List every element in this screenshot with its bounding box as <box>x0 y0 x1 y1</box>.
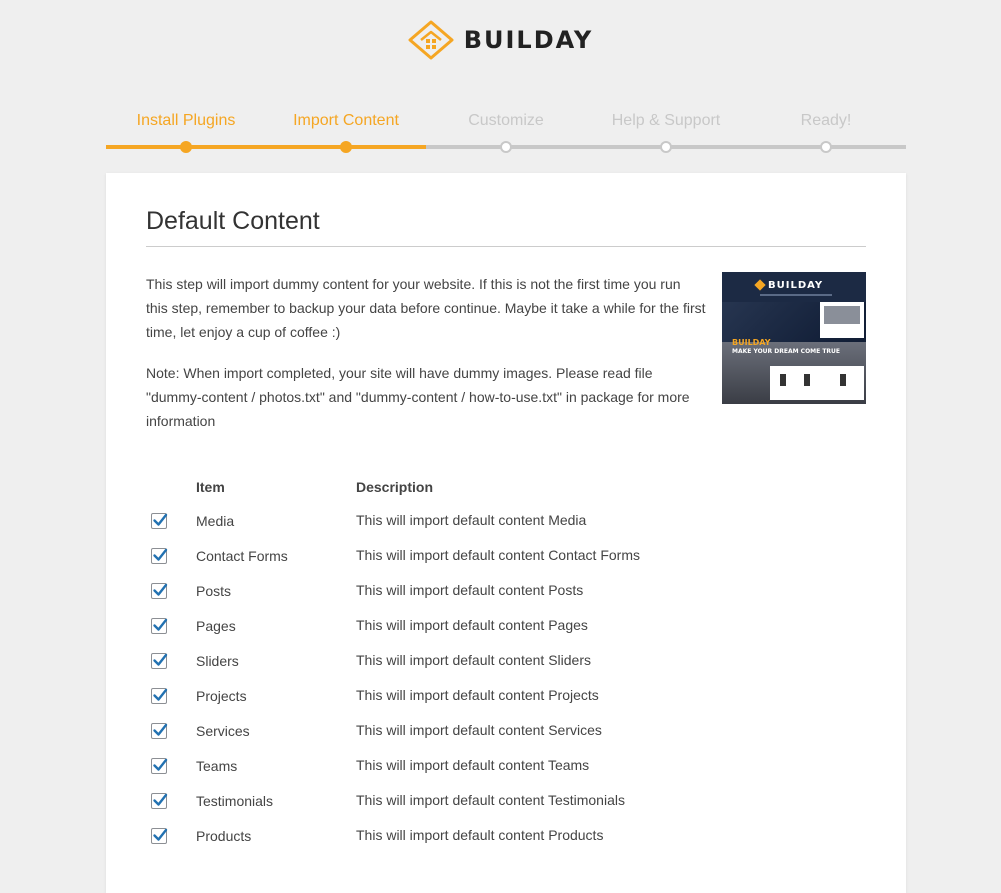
import-checkbox[interactable] <box>151 653 167 669</box>
step-install-plugins[interactable]: Install Plugins <box>136 112 236 129</box>
item-name: Posts <box>196 583 232 599</box>
preview-card-photo <box>820 302 864 338</box>
item-name: Teams <box>196 758 238 774</box>
step-dot-help-support <box>660 141 672 153</box>
step-dot-customize <box>500 141 512 153</box>
preview-brand: BUILDAY <box>768 280 824 291</box>
brand-logo <box>0 20 1001 60</box>
table-row <box>146 507 866 542</box>
preview-card-project <box>822 366 864 400</box>
table-row <box>146 612 866 647</box>
item-description: This will import default content Sliders <box>356 652 591 668</box>
import-checkbox[interactable] <box>151 828 167 844</box>
item-description: This will import default content Media <box>356 512 587 528</box>
intro-text: This step will import dummy content for your website. If this is not the first time you run this step, remember to backup your data before continue. Maybe it take a while for the first time, let enjoy a cup of coffee :) <box>146 276 706 340</box>
item-description: This will import default content Projects <box>356 687 599 703</box>
checkmark-icon <box>151 581 169 599</box>
table-row <box>146 647 866 682</box>
progress-fill <box>106 145 426 149</box>
item-name: Contact Forms <box>196 548 288 564</box>
table-row <box>146 787 866 822</box>
item-description: This will import default content Contact Forms <box>356 547 640 563</box>
item-description: This will import default content Testimonials <box>356 792 625 808</box>
content-card <box>106 173 906 893</box>
import-checkbox[interactable] <box>151 548 167 564</box>
checkmark-icon <box>151 721 169 739</box>
table-row <box>146 717 866 752</box>
checkmark-icon <box>151 616 169 634</box>
table-row <box>146 822 866 857</box>
import-checkbox[interactable] <box>151 688 167 704</box>
import-checkbox[interactable] <box>151 618 167 634</box>
step-help-support[interactable]: Help & Support <box>611 112 721 129</box>
item-description: This will import default content Posts <box>356 582 584 598</box>
step-dot-import-content <box>340 141 352 153</box>
import-checkbox[interactable] <box>151 758 167 774</box>
import-checkbox[interactable] <box>151 583 167 599</box>
title-divider <box>146 246 866 247</box>
step-dot-ready <box>820 141 832 153</box>
item-description: This will import default content Products <box>356 827 604 843</box>
table-row <box>146 752 866 787</box>
column-header-item: Item <box>196 479 225 495</box>
checkmark-icon <box>151 686 169 704</box>
preview-headline-yellow: BUILDAY <box>732 338 771 347</box>
item-name: Products <box>196 828 252 844</box>
brand-name: BUILDAY <box>463 26 594 54</box>
step-ready[interactable]: Ready! <box>800 112 852 129</box>
theme-preview-image <box>722 272 866 404</box>
preview-tagline-bar <box>760 294 832 296</box>
checkmark-icon <box>151 651 169 669</box>
item-description: This will import default content Pages <box>356 617 588 633</box>
step-customize[interactable]: Customize <box>468 112 544 129</box>
step-import-content[interactable]: Import Content <box>293 112 399 129</box>
preview-card-products <box>770 366 822 400</box>
checkmark-icon <box>151 791 169 809</box>
note-text: Note: When import completed, your site will have dummy images. Please read file "dummy-content / photos.txt" and "dummy-content / how-to-use.txt" in package for more information <box>146 365 690 429</box>
item-name: Testimonials <box>196 793 274 809</box>
item-name: Services <box>196 723 250 739</box>
checkmark-icon <box>151 756 169 774</box>
item-description: This will import default content Teams <box>356 757 590 773</box>
setup-steps <box>106 104 906 154</box>
item-name: Projects <box>196 688 247 704</box>
checkmark-icon <box>151 546 169 564</box>
item-name: Media <box>196 513 235 529</box>
item-name: Pages <box>196 618 236 634</box>
item-description: This will import default content Services <box>356 722 602 738</box>
checkmark-icon <box>151 511 169 529</box>
table-row <box>146 682 866 717</box>
import-checkbox[interactable] <box>151 723 167 739</box>
import-checkbox[interactable] <box>151 513 167 529</box>
step-dot-install-plugins <box>180 141 192 153</box>
page-title: Default Content <box>146 207 320 235</box>
item-name: Sliders <box>196 653 239 669</box>
table-row <box>146 542 866 577</box>
column-header-description: Description <box>356 479 434 495</box>
preview-headline-white: MAKE YOUR DREAM COME TRUE <box>732 348 841 355</box>
table-row <box>146 577 866 612</box>
checkmark-icon <box>151 826 169 844</box>
house-diamond-icon <box>408 20 454 60</box>
import-checkbox[interactable] <box>151 793 167 809</box>
